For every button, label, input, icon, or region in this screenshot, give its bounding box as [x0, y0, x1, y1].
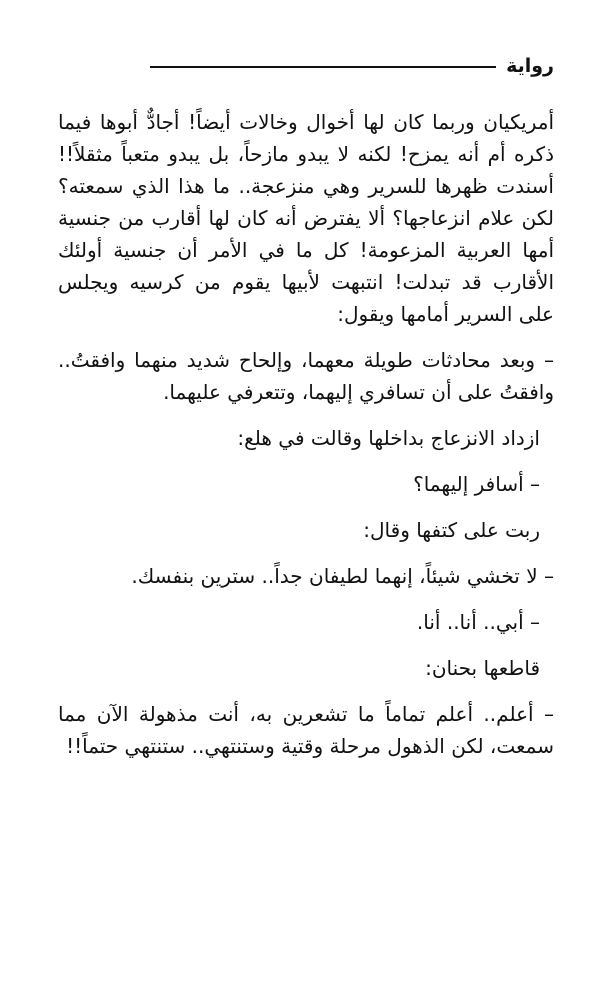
paragraph-5: ربت على كتفها وقال: [363, 518, 540, 542]
body-text [58, 106, 554, 776]
paragraph-1: أمريكيان وربما كان لها أخوال وخالات أيضاً! أجادٌّ أبوها فيما ذكره أم أنه يمزح! لكنه لا يبدو مازحاً، بل يبدو متعباً مثقلاً!! أسندت ظهرها للسرير وهي منزعجة.. ما هذا الذي سمعته؟ لكن علام انزعاجها؟ ألا يفترض أنه كان لها أقارب من جنسية أمها العربية المزعومة! كل ما في الأمر أن جنسية أولئك الأقارب قد تبدلت! انتبهت لأبيها يقوم من كرسيه ويجلس على السرير أمامها ويقول: [58, 110, 554, 326]
paragraph-2: – وبعد محادثات طويلة معهما، وإلحاح شديد منهما وافقتُ.. وافقتُ على أن تسافري إليهما، وتتعرفي عليهما. [58, 348, 554, 404]
paragraph-9: – أعلم.. أعلم تماماً ما تشعرين به، أنت مذهولة الآن مما سمعت، لكن الذهول مرحلة وقتية وستنتهي.. ستنتهي حتماً!! [58, 702, 554, 758]
header-rule [150, 66, 496, 68]
paragraph-3: ازداد الانزعاج بداخلها وقالت في هلع: [237, 426, 540, 450]
header-label: رواية [506, 55, 554, 77]
paragraph-8: قاطعها بحنان: [425, 656, 540, 680]
running-header [150, 52, 554, 80]
paragraph-7: – أبي.. أنا.. أنا. [416, 610, 540, 634]
paragraph-4: – أسافر إليهما؟ [413, 472, 540, 496]
paragraph-6: – لا تخشي شيئاً، إنهما لطيفان جداً.. سترين بنفسك. [131, 564, 554, 588]
